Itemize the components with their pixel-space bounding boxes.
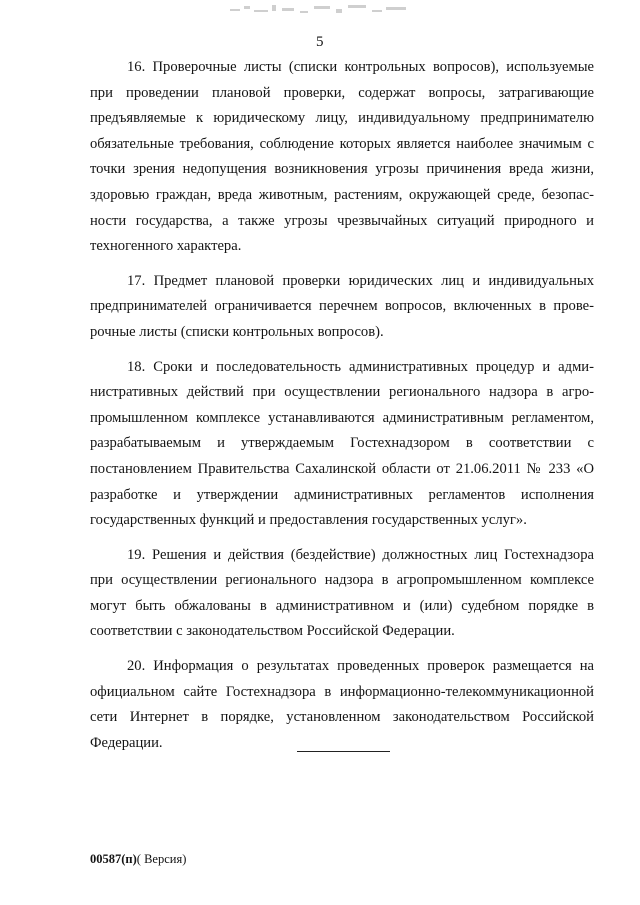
paragraph-17: 17. Предмет плановой проверки юридических лиц и индивидуальных предпринимателей ограничивается перечнем вопросов, включенных в проверочные листы (списки контрольных вопросов). [90,272,594,340]
end-divider-line [297,751,390,752]
document-body [90,55,594,765]
page-number: 5 [316,34,324,50]
document-footer-code [90,852,186,867]
paragraph-20: 20. Информация о результатах проведенных проверок размещается на официальном сайте Гостехнадзора в информационно-телекоммуникационной сети Интернет в порядке, установленном законодательством Российской Федерации. [90,658,594,751]
scan-artifact-mark [226,2,416,18]
paragraph-16: 16. Проверочные листы (списки контрольных вопросов), используемые при проведении плановой проверки, содержат вопросы, затрагивающие предъявляемые к юридическому лицу, индивидуальному предпринимателю обязательные требования, соблюдение которых является наиболее значимым с точки зрения недопущения возникновения угрозы причинения вреда жизни, здоровью граждан, вреда животным, растениям, окружающей среде, безопасности государства, а также угрозы чрезвычайных ситуаций природного и техногенного характера. [90,59,594,255]
footer-code-number: 00587(п) [90,852,137,866]
paragraph-19: 19. Решения и действия (бездействие) должностных лиц Гостехнадзора при осуществлении регионального надзора в агропромышленном комплексе могут быть обжалованы в административном и (или) судебном порядке в соответствии с законодательством Российской Федерации. [90,546,594,640]
footer-version-label: ( Версия) [136,852,187,866]
paragraph-18: 18. Сроки и последовательность административных процедур и административных действий при осуществлении регионального надзора в агропромышленном комплексе устанавливаются административным регламентом, разрабатываемым и утверждаемым Гостехнадзором в соответствии с постановлением Правительства Сахалинской области от 21.06.2011 № 233 «О разработке и утверждении административных регламентов исполнения государственных функций и предоставления государственных услуг». [90,358,594,529]
